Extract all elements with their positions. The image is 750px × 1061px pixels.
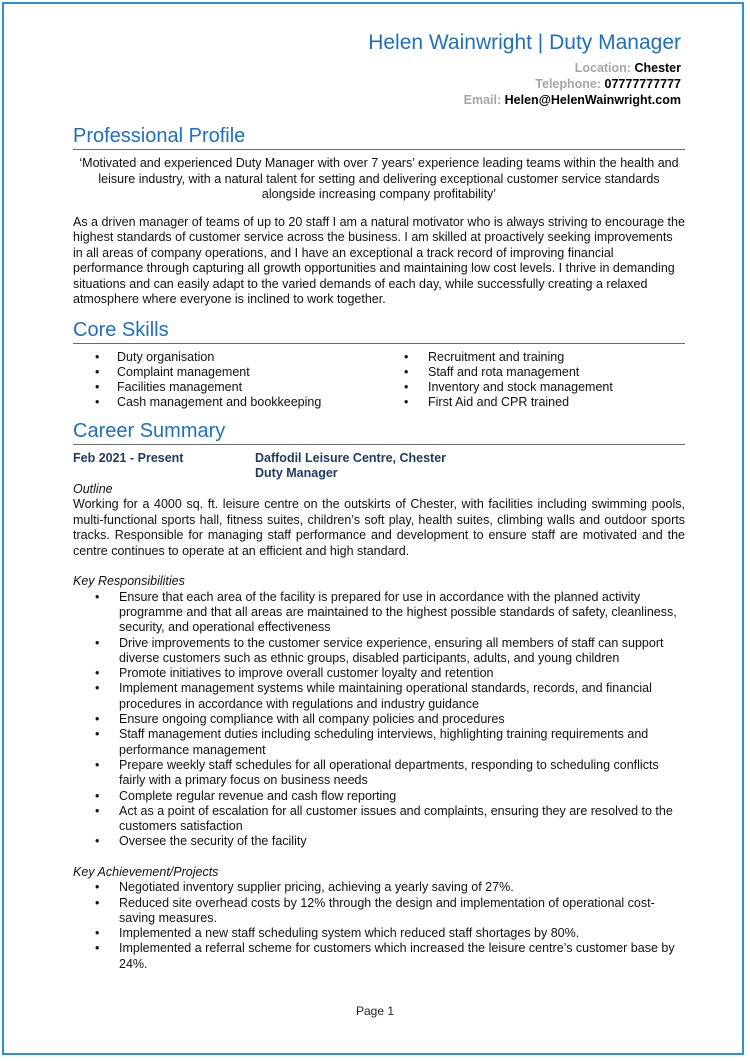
responsibilities-list — [73, 590, 685, 850]
cv-page — [2, 2, 744, 1055]
list-item: • Promote initiatives to improve overall customer loyalty and retention — [73, 666, 685, 681]
page-number: Page 1 — [355, 1004, 395, 1018]
name-and-title: Helen Wainwright | Duty Manager — [368, 31, 681, 54]
list-item: • Act as a point of escalation for all customer issues and complaints, ensuring they are resolved to the customers satisfaction — [73, 804, 685, 835]
list-item: • Complete regular revenue and cash flow reporting — [73, 789, 685, 804]
contact-block — [73, 60, 685, 108]
contact-label: Telephone: — [535, 77, 602, 91]
contact-label: Email: — [463, 93, 502, 107]
list-item: • Recruitment and training — [385, 350, 685, 365]
section-title-career: Career Summary — [73, 419, 685, 445]
achievements-heading: Key Achievement/Projects — [73, 864, 219, 879]
list-item: • Facilities management — [73, 380, 385, 395]
list-item: • Staff and rota management — [385, 365, 685, 380]
list-item: • First Aid and CPR trained — [385, 395, 685, 410]
outline-heading: Outline — [73, 481, 113, 496]
contact-value: Chester — [634, 61, 681, 75]
contact-telephone — [73, 76, 681, 92]
list-item: • Implement management systems while maintaining operational standards, records, and financial procedures in accordance with regulations and industry guidance — [73, 681, 685, 712]
job-employer-block — [255, 451, 446, 482]
skills-column-right — [385, 350, 685, 411]
contact-value: Helen@HelenWainwright.com — [504, 93, 681, 107]
skills-list — [73, 350, 685, 411]
job-dates: Feb 2021 - Present — [73, 450, 184, 465]
responsibilities-heading: Key Responsibilities — [73, 574, 185, 589]
outline-text: Working for a 4000 sq. ft. leisure centre on the outskirts of Chester, with facilities including swimming pools, multi-functional sports hall, fitness suites, children’s soft play, health suites, climbing walls and outdoor sports tracks. Responsible for managing staff performance and development to ensure staff are motivated and the centre continues to operate at an efficient and high standard. — [73, 497, 685, 558]
list-item: • Reduced site overhead costs by 12% through the design and implementation of operational cost-saving measures. — [73, 896, 685, 927]
profile-paragraph: As a driven manager of teams of up to 20 staff I am a natural motivator who is always striving to encourage the highest standards of customer service across the business. I am skilled at proactively seeking improvements in all areas of company operations, and I have an exceptional a track record of improving financial performance through capturing all growth opportunities and maintaining low cost levels. I thrive in demanding situations and can easily adapt to the varied demands of each day, while successfully creating a relaxed atmosphere where everyone is inclined to work together. — [73, 214, 685, 306]
list-item: • Drive improvements to the customer service experience, ensuring all members of staff can support diverse customers such as ethnic groups, disabled participants, adults, and young children — [73, 636, 685, 667]
skills-column-left — [73, 350, 385, 411]
profile-quote: ‘Motivated and experienced Duty Manager with over 7 years’ experience leading teams within the health and leisure industry, with a natural talent for setting and delivering exceptional customer service standards alongside increasing company profitability’ — [79, 156, 679, 201]
list-item: • Negotiated inventory supplier pricing, achieving a yearly saving of 27%. — [73, 880, 685, 895]
list-item: • Complaint management — [73, 365, 385, 380]
list-item: • Prepare weekly staff schedules for all operational departments, responding to scheduling conflicts fairly with a primary focus on business needs — [73, 758, 685, 789]
list-item: • Inventory and stock management — [385, 380, 685, 395]
list-item: • Implemented a new staff scheduling system which reduced staff shortages by 80%. — [73, 926, 685, 941]
section-title-skills: Core Skills — [73, 318, 685, 344]
job-employer: Daffodil Leisure Centre, Chester — [255, 450, 447, 465]
list-item: • Oversee the security of the facility — [73, 834, 685, 849]
list-item: • Cash management and bookkeeping — [73, 395, 385, 410]
contact-location — [73, 60, 681, 76]
list-item: • Ensure that each area of the facility is prepared for use in accordance with the planned activity programme and that all areas are maintained to the highest possible standards of safety, cleanliness, security, and operational effectiveness — [73, 590, 685, 636]
job-role: Duty Manager — [255, 466, 338, 481]
section-title-profile: Professional Profile — [73, 124, 685, 150]
achievements-list — [73, 880, 685, 972]
list-item: • Ensure ongoing compliance with all company policies and procedures — [73, 712, 685, 727]
contact-value: 07777777777 — [604, 77, 681, 91]
list-item: • Implemented a referral scheme for customers which increased the leisure centre’s customer base by 24%. — [73, 941, 685, 972]
cv-content — [73, 30, 685, 972]
list-item: • Duty organisation — [73, 350, 385, 365]
job-heading — [73, 451, 685, 482]
contact-label: Location: — [574, 61, 631, 75]
list-item: • Staff management duties including scheduling interviews, highlighting training requirements and performance management — [73, 727, 685, 758]
contact-email — [73, 92, 681, 108]
